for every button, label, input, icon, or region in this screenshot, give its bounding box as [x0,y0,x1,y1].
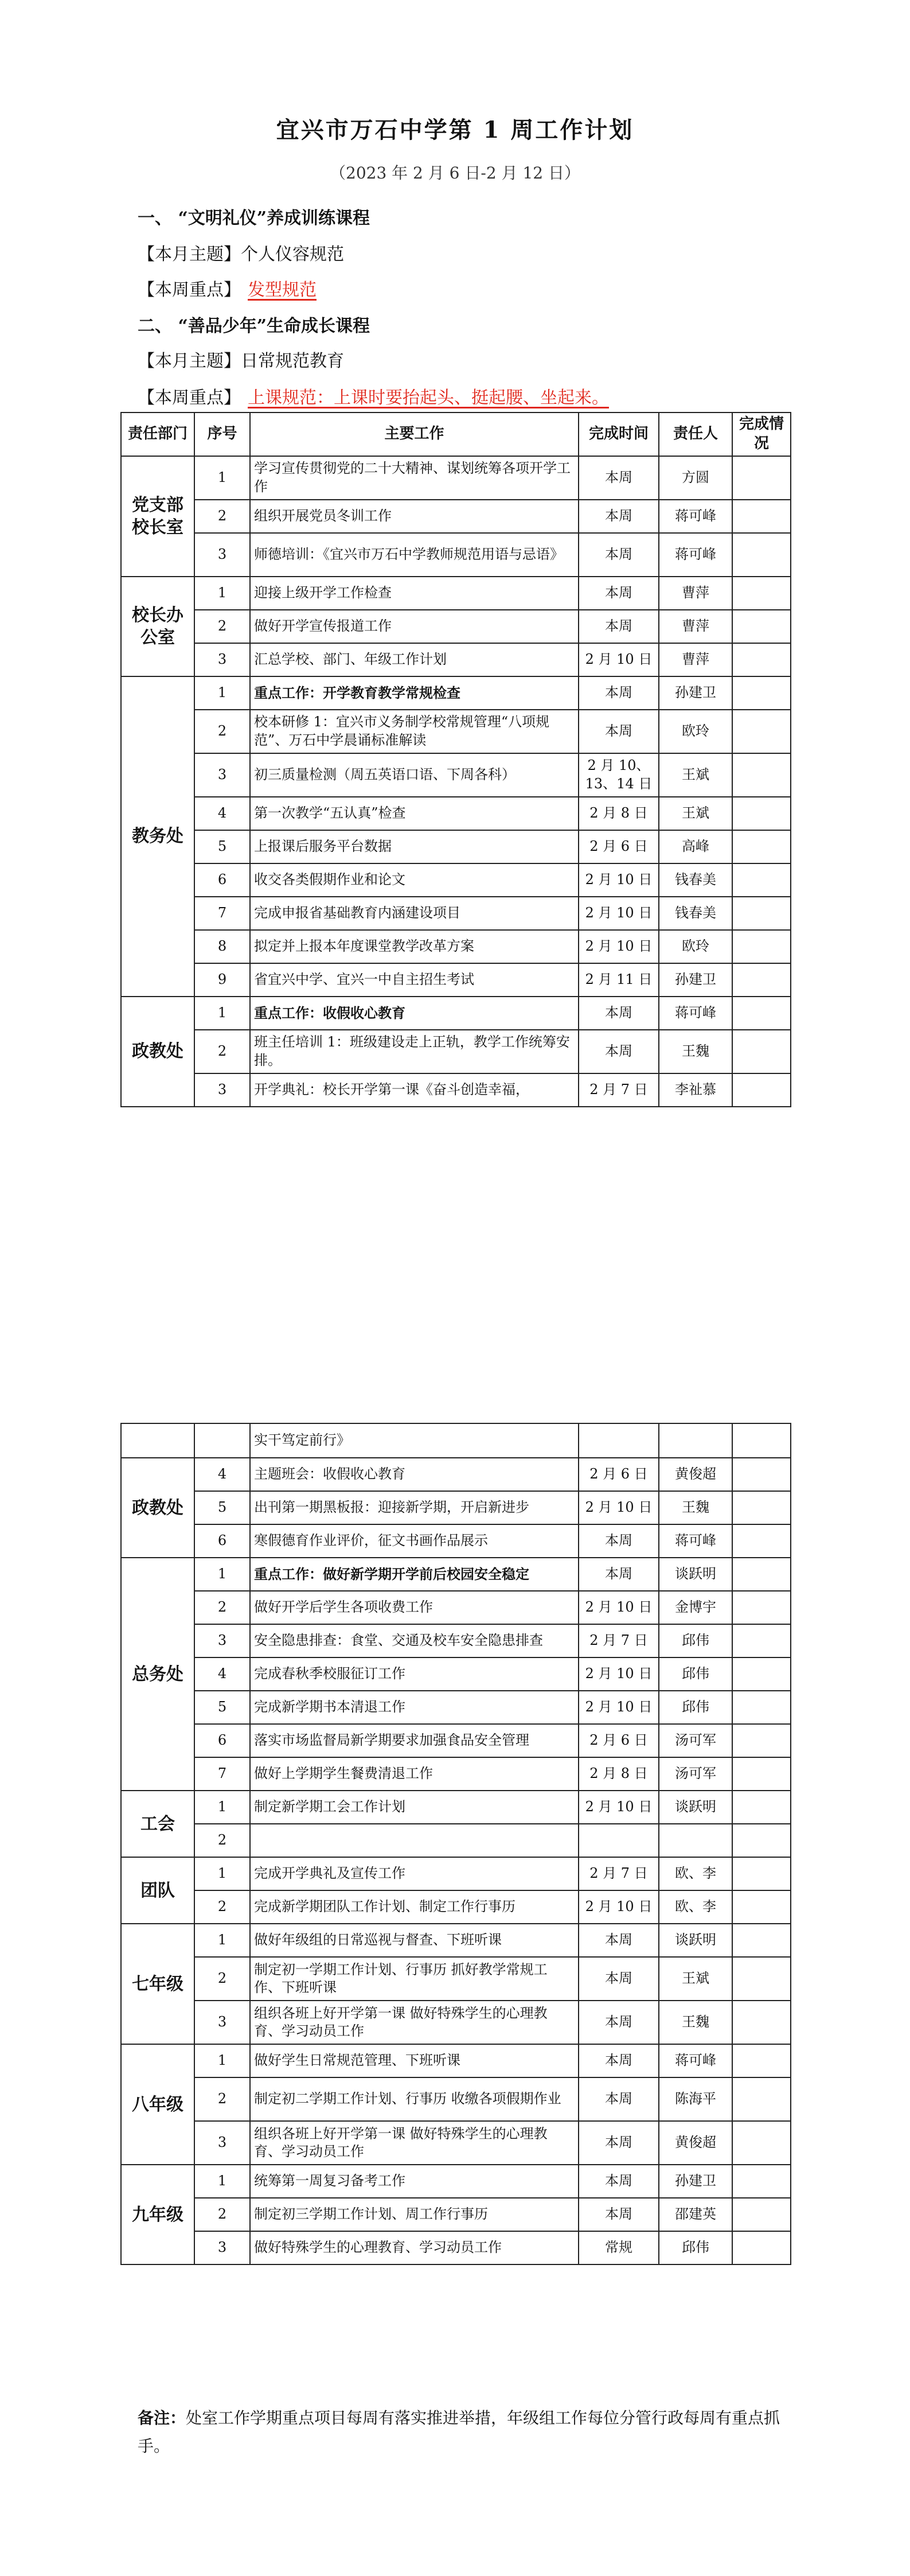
task-cell: 制定初三学期工作计划、周工作行事历 [250,2198,579,2231]
time-cell [579,1423,659,1458]
time-cell: 常规 [579,2231,659,2264]
number-cell: 9 [194,963,250,997]
focus-value: 发型规范 [248,280,317,300]
table-row [121,1957,791,2001]
time-cell: 2 月 10 日 [579,1691,659,1724]
time-cell: 2 月 10 日 [579,643,659,676]
status-cell [732,2077,791,2121]
person-cell: 欧、李 [659,1857,732,1890]
status-cell [732,830,791,863]
time-cell: 2 月 10、13、14 日 [579,753,659,797]
time-cell [579,1824,659,1857]
person-cell: 黄俊超 [659,1458,732,1491]
number-cell: 2 [194,500,250,533]
number-cell: 2 [194,710,250,753]
number-cell: 1 [194,2165,250,2198]
table-row [121,1624,791,1657]
number-cell: 1 [194,456,250,500]
status-cell [732,1791,791,1824]
task-cell: 制定初二学期工作计划、行事历 收缴各项假期作业 [250,2077,579,2121]
status-cell [732,2121,791,2165]
work-plan-table-page-2 [120,1423,791,2265]
table-row [121,930,791,963]
table-row [121,500,791,533]
table-row [121,1890,791,1924]
time-cell: 2 月 10 日 [579,897,659,930]
time-cell: 2 月 8 日 [579,797,659,830]
task-cell: 出刊第一期黑板报：迎接新学期，开启新进步 [250,1491,579,1524]
person-cell: 欧玲 [659,930,732,963]
table-row [121,1757,791,1791]
task-cell [250,997,579,1030]
task-cell: 实干笃定前行》 [250,1423,579,1458]
task-cell: 制定新学期工会工作计划 [250,1791,579,1824]
person-cell: 王魏 [659,2001,732,2044]
time-cell: 本周 [579,1030,659,1073]
task-cell: 做好年级组的日常巡视与督查、下班听课 [250,1924,579,1957]
table-row [121,1524,791,1558]
time-cell: 本周 [579,676,659,710]
department-cell: 团队 [121,1857,194,1924]
status-cell [732,2001,791,2044]
key-task-text: 重点工作：收假收心教育 [254,1004,405,1021]
status-cell [732,610,791,643]
number-cell: 4 [194,1657,250,1691]
status-cell [732,1558,791,1591]
number-cell: 5 [194,1691,250,1724]
person-cell: 孙建卫 [659,963,732,997]
number-cell: 1 [194,1924,250,1957]
status-cell [732,500,791,533]
table-row [121,2044,791,2077]
number-cell: 2 [194,1030,250,1073]
time-cell: 2 月 7 日 [579,1624,659,1657]
theme-value: 日常规范教育 [241,351,344,371]
time-cell: 本周 [579,500,659,533]
number-cell: 6 [194,1724,250,1757]
task-cell: 做好特殊学生的心理教育、学习动员工作 [250,2231,579,2264]
status-cell [732,2198,791,2231]
person-cell: 曹萍 [659,610,732,643]
table-header-row [121,413,791,456]
status-cell [732,456,791,500]
time-cell: 本周 [579,2001,659,2044]
task-cell: 组织各班上好开学第一课 做好特殊学生的心理教育、学习动员工作 [250,2001,579,2044]
task-cell: 做好学生日常规范管理、下班听课 [250,2044,579,2077]
number-cell: 5 [194,1491,250,1524]
number-cell: 2 [194,1890,250,1924]
table-row [121,830,791,863]
table-row [121,533,791,577]
number-cell: 2 [194,610,250,643]
time-cell: 本周 [579,710,659,753]
table-row [121,1558,791,1591]
task-cell: 开学典礼：校长开学第一课《奋斗创造幸福， [250,1073,579,1107]
status-cell [732,897,791,930]
department-cell: 总务处 [121,1558,194,1791]
note-label: 备注： [138,2408,186,2427]
time-cell: 本周 [579,2044,659,2077]
person-cell: 李祉慕 [659,1073,732,1107]
person-cell: 陈海平 [659,2077,732,2121]
status-cell [732,753,791,797]
time-cell: 本周 [579,2077,659,2121]
person-cell: 谈跃明 [659,1791,732,1824]
section-1-theme [138,240,344,265]
status-cell [732,1524,791,1558]
status-cell [732,1924,791,1957]
number-cell: 7 [194,897,250,930]
person-cell: 蒋可峰 [659,1524,732,1558]
number-cell: 5 [194,830,250,863]
task-cell: 做好上学期学生餐费清退工作 [250,1757,579,1791]
department-cell: 九年级 [121,2165,194,2264]
header-time: 完成时间 [579,413,659,456]
time-cell: 2 月 10 日 [579,863,659,897]
task-cell: 师德培训：《宜兴市万石中学教师规范用语与忌语》 [250,533,579,577]
time-cell: 2 月 10 日 [579,1591,659,1624]
number-cell: 2 [194,1824,250,1857]
task-cell: 省宜兴中学、宜兴一中自主招生考试 [250,963,579,997]
work-plan-table-page-1 [120,412,791,1107]
time-cell: 本周 [579,2165,659,2198]
person-cell [659,1824,732,1857]
person-cell: 王魏 [659,1491,732,1524]
person-cell: 王斌 [659,753,732,797]
number-cell: 3 [194,753,250,797]
time-cell: 2 月 10 日 [579,1791,659,1824]
table-row [121,643,791,676]
status-cell [732,963,791,997]
theme-value: 个人仪容规范 [241,244,344,264]
number-cell: 4 [194,1458,250,1491]
key-task-text: 重点工作：开学教育教学常规检查 [254,684,460,701]
time-cell: 本周 [579,2121,659,2165]
table-row [121,963,791,997]
header-person: 责任人 [659,413,732,456]
number-cell: 1 [194,997,250,1030]
person-cell: 王魏 [659,1030,732,1073]
time-cell: 本周 [579,456,659,500]
table-row [121,1857,791,1890]
status-cell [732,1957,791,2001]
section-1-focus [138,275,317,301]
number-cell: 2 [194,2198,250,2231]
status-cell [732,1857,791,1890]
focus-label: 【本周重点】 [138,388,241,408]
status-cell [732,1624,791,1657]
status-cell [732,2231,791,2264]
status-cell [732,533,791,577]
status-cell [732,643,791,676]
table-row [121,1724,791,1757]
table-row [121,1924,791,1957]
status-cell [732,676,791,710]
status-cell [732,1757,791,1791]
person-cell: 蒋可峰 [659,533,732,577]
status-cell [732,930,791,963]
time-cell: 本周 [579,610,659,643]
table-row [121,1691,791,1724]
table-row [121,1591,791,1624]
status-cell [732,997,791,1030]
number-cell: 3 [194,2231,250,2264]
department-cell: 教务处 [121,676,194,997]
task-cell: 安全隐患排查：食堂、交通及校车安全隐患排查 [250,1624,579,1657]
number-cell: 3 [194,533,250,577]
task-cell: 学习宣传贯彻党的二十大精神、谋划统筹各项开学工作 [250,456,579,500]
theme-label: 【本月主题】 [138,351,241,371]
person-cell: 曹萍 [659,577,732,610]
number-cell: 3 [194,2121,250,2165]
number-cell: 1 [194,2044,250,2077]
status-cell [732,1691,791,1724]
number-cell: 4 [194,797,250,830]
time-cell: 2 月 6 日 [579,830,659,863]
number-cell: 3 [194,643,250,676]
status-cell [732,710,791,753]
department-cell: 党支部校长室 [121,456,194,577]
section-2-heading: 二、 “善品少年”生命成长课程 [138,316,370,336]
person-cell: 孙建卫 [659,676,732,710]
status-cell [732,577,791,610]
time-cell: 本周 [579,1524,659,1558]
time-cell: 2 月 8 日 [579,1757,659,1791]
time-cell: 2 月 10 日 [579,1657,659,1691]
date-range: （2023 年 2 月 6 日-2 月 12 日） [330,164,580,182]
task-cell: 初三质量检测（周五英语口语、下周各科） [250,753,579,797]
task-cell: 寒假德育作业评价，征文书画作品展示 [250,1524,579,1558]
table-row [121,1491,791,1524]
status-cell [732,1824,791,1857]
time-cell: 2 月 7 日 [579,1857,659,1890]
task-cell: 组织各班上好开学第一课 做好特殊学生的心理教育、学习动员工作 [250,2121,579,2165]
task-cell: 迎接上级开学工作检查 [250,577,579,610]
table-row [121,456,791,500]
table-row [121,2231,791,2264]
person-cell: 邱伟 [659,1691,732,1724]
person-cell: 黄俊超 [659,2121,732,2165]
person-cell [659,1423,732,1458]
number-cell: 2 [194,1957,250,2001]
time-cell: 本周 [579,1957,659,2001]
table-row [121,2001,791,2044]
task-cell: 完成新学期书本清退工作 [250,1691,579,1724]
task-cell: 汇总学校、部门、年级工作计划 [250,643,579,676]
person-cell: 方圆 [659,456,732,500]
task-cell: 拟定并上报本年度课堂教学改革方案 [250,930,579,963]
status-cell [732,863,791,897]
time-cell: 本周 [579,997,659,1030]
time-cell: 2 月 11 日 [579,963,659,997]
person-cell: 曹萍 [659,643,732,676]
table-row [121,753,791,797]
time-cell: 2 月 7 日 [579,1073,659,1107]
status-cell [732,1030,791,1073]
department-cell: 校长办公室 [121,577,194,676]
table-row [121,2077,791,2121]
person-cell: 汤可军 [659,1757,732,1791]
number-cell: 6 [194,1524,250,1558]
table-row [121,863,791,897]
number-cell: 1 [194,1857,250,1890]
time-cell: 2 月 6 日 [579,1458,659,1491]
status-cell [732,1724,791,1757]
person-cell: 蒋可峰 [659,500,732,533]
header-dept: 责任部门 [121,413,194,456]
time-cell: 2 月 10 日 [579,1491,659,1524]
person-cell: 邵建英 [659,2198,732,2231]
number-cell: 1 [194,577,250,610]
number-cell: 8 [194,930,250,963]
person-cell: 王斌 [659,797,732,830]
page-title: 宜兴市万石中学第 1 周工作计划 [276,116,634,143]
focus-label: 【本周重点】 [138,280,241,300]
task-cell: 第一次教学“五认真”检查 [250,797,579,830]
status-cell [732,1890,791,1924]
person-cell: 邱伟 [659,2231,732,2264]
department-cell: 政教处 [121,1458,194,1558]
section-1-heading: 一、 “文明礼仪”养成训练课程 [138,208,370,228]
task-cell: 制定初一学期工作计划、行事历 抓好教学常规工作、下班听课 [250,1957,579,2001]
task-cell [250,1824,579,1857]
person-cell: 钱春美 [659,897,732,930]
task-cell: 完成开学典礼及宣传工作 [250,1857,579,1890]
table-row [121,1030,791,1073]
number-cell: 6 [194,863,250,897]
table-row [121,2198,791,2231]
theme-label: 【本月主题】 [138,244,241,264]
header-no: 序号 [194,413,250,456]
status-cell [732,2165,791,2198]
table-row [121,2165,791,2198]
number-cell: 1 [194,676,250,710]
status-cell [732,1423,791,1458]
status-cell [732,2044,791,2077]
number-cell: 7 [194,1757,250,1791]
key-task-text: 重点工作：做好新学期开学前后校园安全稳定 [254,1565,529,1582]
person-cell: 汤可军 [659,1724,732,1757]
table-row [121,1657,791,1691]
footnote [138,2404,791,2460]
person-cell: 蒋可峰 [659,2044,732,2077]
time-cell: 2 月 10 日 [579,1890,659,1924]
person-cell: 欧、李 [659,1890,732,1924]
number-cell: 1 [194,1791,250,1824]
task-cell: 做好开学宣传报道工作 [250,610,579,643]
person-cell: 邱伟 [659,1657,732,1691]
number-cell: 2 [194,1591,250,1624]
header-status: 完成情况 [732,413,791,456]
table-row [121,1824,791,1857]
task-cell: 落实市场监督局新学期要求加强食品安全管理 [250,1724,579,1757]
table-row [121,710,791,753]
table-row [121,997,791,1030]
time-cell: 本周 [579,1924,659,1957]
table-row [121,577,791,610]
header-task: 主要工作 [250,413,579,456]
department-cell: 政教处 [121,997,194,1107]
task-cell: 完成新学期团队工作计划、制定工作行事历 [250,1890,579,1924]
section-2-theme [138,347,344,372]
task-cell: 统筹第一周复习备考工作 [250,2165,579,2198]
task-cell: 上报课后服务平台数据 [250,830,579,863]
dept-cell [121,1423,194,1458]
person-cell: 谈跃明 [659,1924,732,1957]
task-cell [250,676,579,710]
person-cell: 邱伟 [659,1624,732,1657]
time-cell: 2 月 6 日 [579,1724,659,1757]
person-cell: 金博宇 [659,1591,732,1624]
time-cell: 本周 [579,533,659,577]
table-row [121,2121,791,2165]
task-cell: 校本研修 1：宜兴市义务制学校常规管理“八项规范”、万石中学晨诵标准解读 [250,710,579,753]
number-cell: 2 [194,2077,250,2121]
table-row [121,1791,791,1824]
number-cell: 3 [194,1073,250,1107]
department-cell: 七年级 [121,1924,194,2044]
task-cell: 组织开展党员冬训工作 [250,500,579,533]
status-cell [732,797,791,830]
department-cell: 工会 [121,1791,194,1857]
time-cell: 本周 [579,577,659,610]
person-cell: 孙建卫 [659,2165,732,2198]
number-cell [194,1423,250,1458]
number-cell: 3 [194,1624,250,1657]
task-cell: 完成春秋季校服征订工作 [250,1657,579,1691]
table-row [121,676,791,710]
task-cell [250,1558,579,1591]
table-row [121,1073,791,1107]
table-row [121,897,791,930]
department-cell: 八年级 [121,2044,194,2165]
table-row [121,1423,791,1458]
task-cell: 收交各类假期作业和论文 [250,863,579,897]
note-text: 处室工作学期重点项目每周有落实推进举措，年级组工作每位分管行政每周有重点抓手。 [138,2408,780,2456]
time-cell: 2 月 10 日 [579,930,659,963]
task-cell: 做好开学后学生各项收费工作 [250,1591,579,1624]
table-row [121,797,791,830]
time-cell: 本周 [579,2198,659,2231]
status-cell [732,1591,791,1624]
time-cell: 本周 [579,1558,659,1591]
person-cell: 谈跃明 [659,1558,732,1591]
task-cell: 主题班会：收假收心教育 [250,1458,579,1491]
table-row [121,610,791,643]
focus-value: 上课规范：上课时要抬起头、挺起腰、坐起来。 [248,388,609,408]
task-cell: 完成申报省基础教育内涵建设项目 [250,897,579,930]
person-cell: 高峰 [659,830,732,863]
status-cell [732,1491,791,1524]
person-cell: 钱春美 [659,863,732,897]
task-cell: 班主任培训 1：班级建设走上正轨，教学工作统筹安排。 [250,1030,579,1073]
section-2-focus [138,383,609,408]
number-cell: 3 [194,2001,250,2044]
status-cell [732,1458,791,1491]
table-row [121,1458,791,1491]
person-cell: 欧玲 [659,710,732,753]
person-cell: 蒋可峰 [659,997,732,1030]
status-cell [732,1073,791,1107]
person-cell: 王斌 [659,1957,732,2001]
number-cell: 1 [194,1558,250,1591]
status-cell [732,1657,791,1691]
